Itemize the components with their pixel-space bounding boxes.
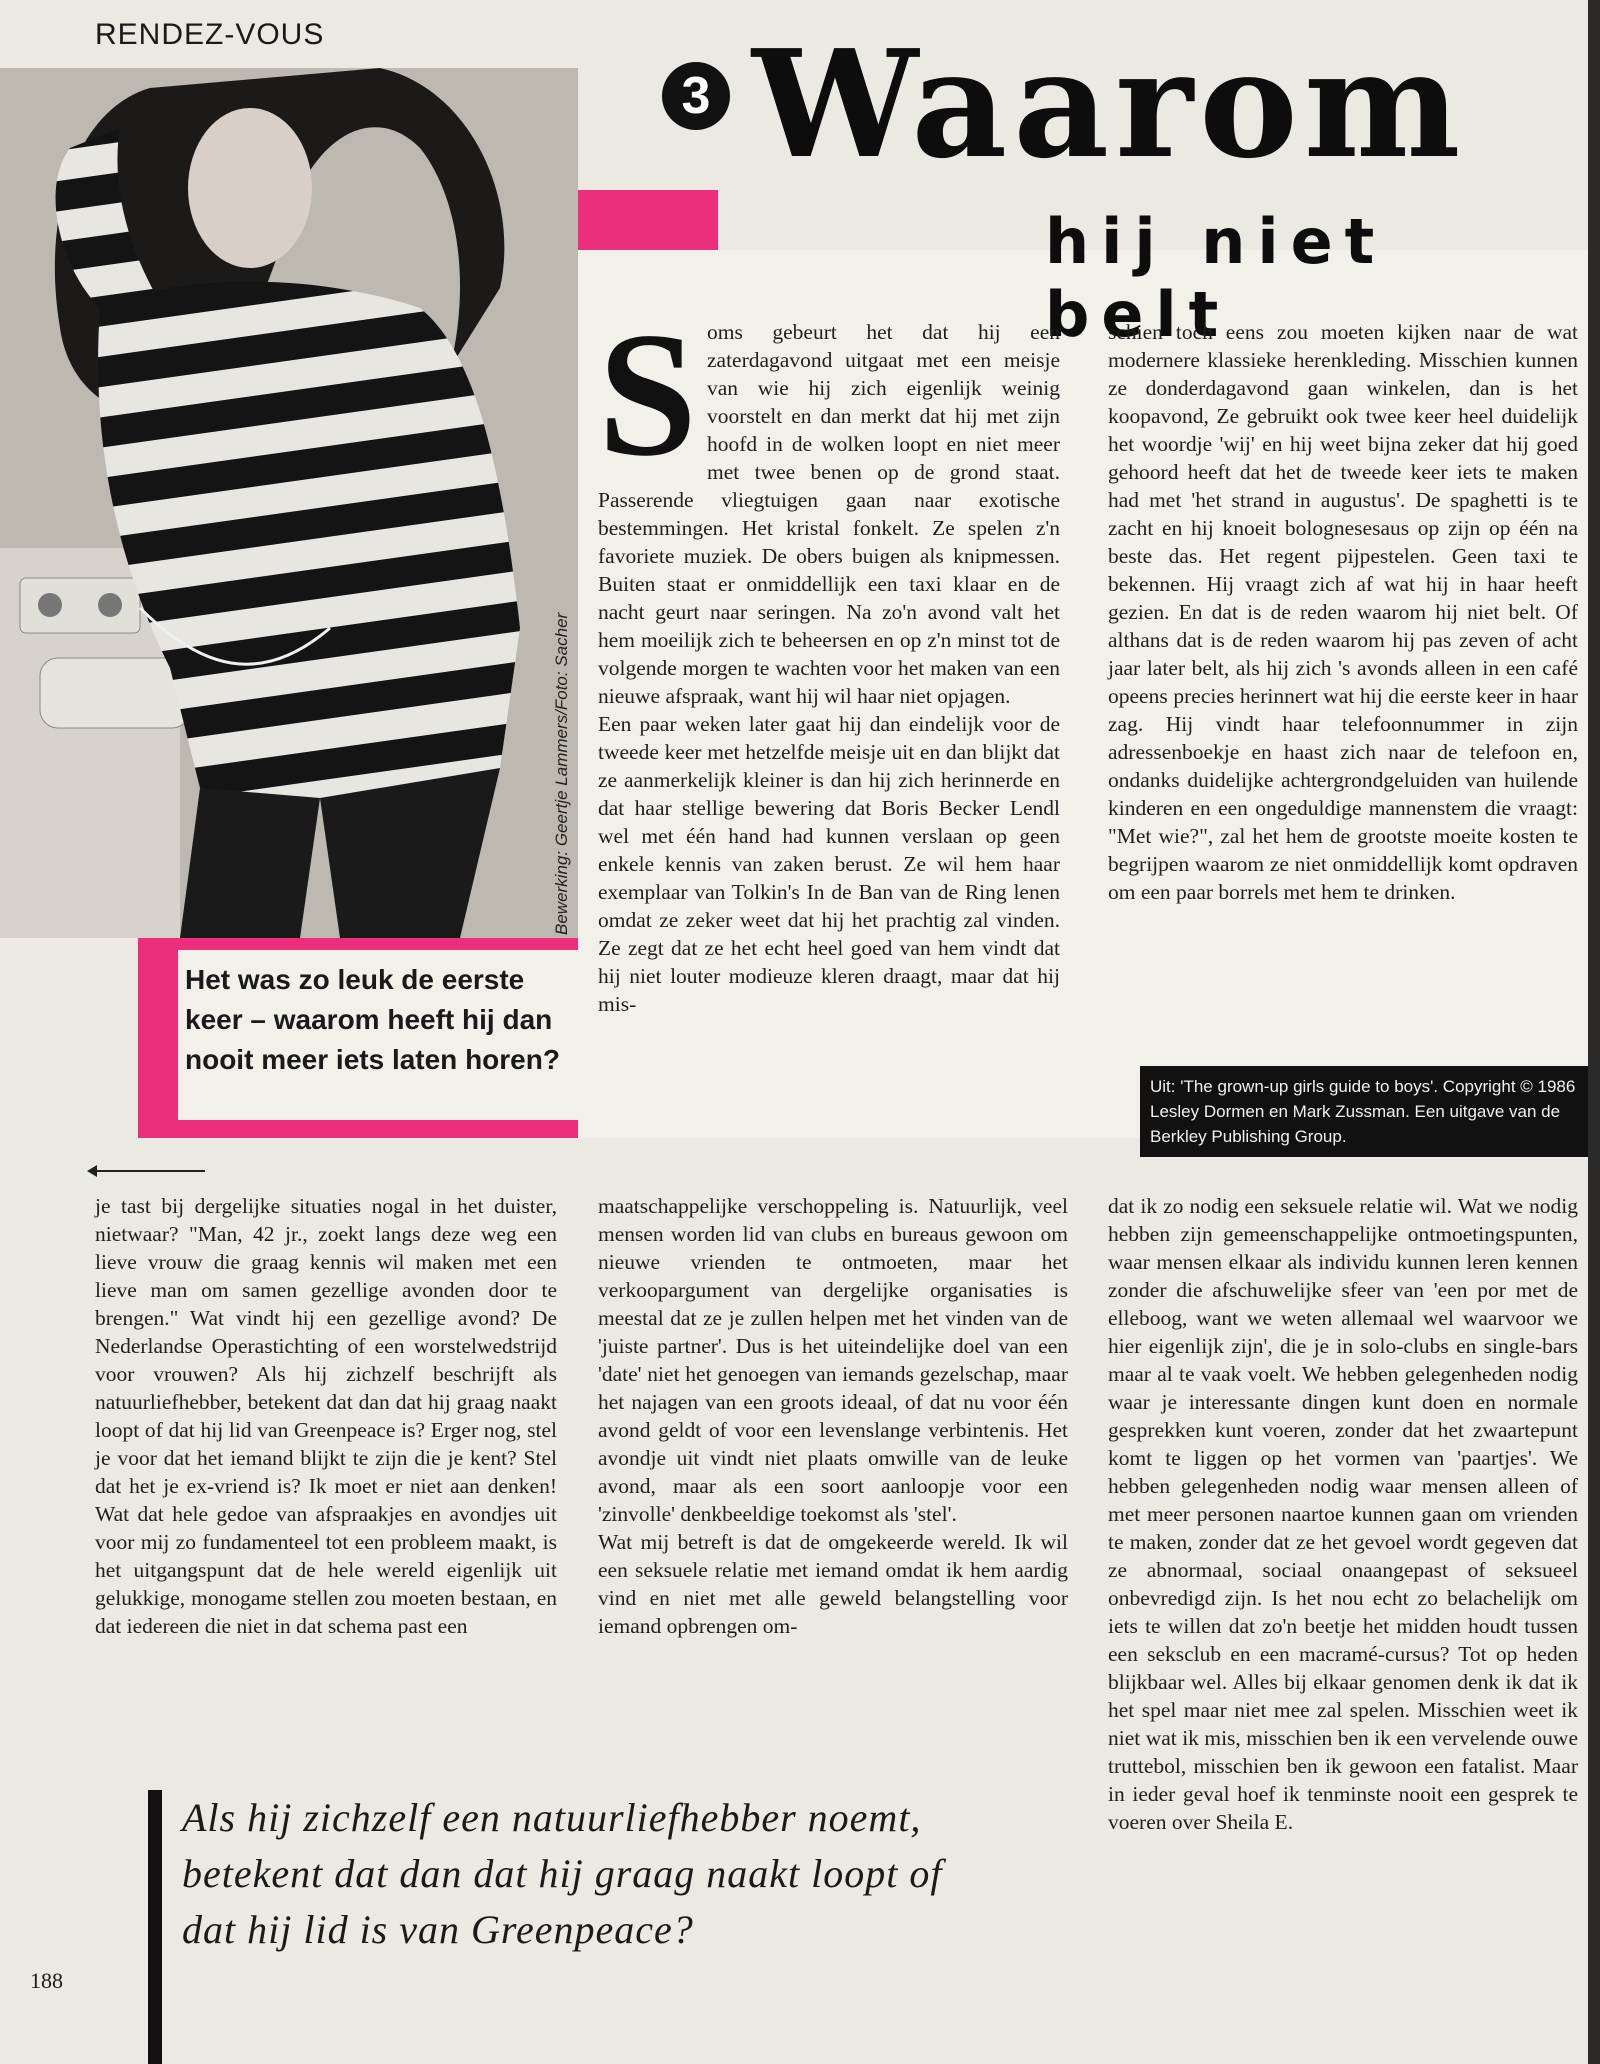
article-top-column-2 <box>1108 318 1578 906</box>
article-subtitle: hij niet belt <box>1045 205 1387 351</box>
article-title: Waarom <box>752 17 1467 191</box>
continuation-arrow-icon <box>95 1170 205 1172</box>
article-bottom-column-1 <box>95 1192 557 1640</box>
article-bottom-column-2 <box>598 1192 1068 1640</box>
photo-illustration <box>0 68 578 938</box>
issue-number-badge: 3 <box>662 62 730 130</box>
page-edge-shadow <box>1588 0 1600 2064</box>
article-top-column-1 <box>598 295 1060 1018</box>
quote-bar <box>148 1790 162 2064</box>
section-label: RENDEZ-VOUS <box>95 18 325 51</box>
paragraph: je tast bij dergelijke situaties nogal in het duister, nietwaar? "Man, 42 jr., zoekt langs deze weg een lieve vrouw die graag kennis wil maken met een lieve man om samen gezellige avonden door te brengen." Wat vindt hij een gezellige avond? De Nederlandse Operastichting of een worstelwedstrijd voor vrouwen? Als hij zichzelf beschrijft als natuurliefhebber, betekent dat dan dat hij graag naakt loopt of dat hij lid van Greenpeace is? Erger nog, stel je voor dat het iemand blijkt te zijn die je kent? Stel dat het je ex-vriend is? Ik moet er niet aan denken! Wat dat hele gedoe van afspraakjes en avondjes uit voor mij zo fundamenteel tot een probleem maakt, is het uitgangspunt dat de hele wereld eigenlijk uit gelukkige, monogame stellen zou moeten bestaan, en dat iedereen die niet in dat schema past een <box>95 1194 557 1638</box>
paragraph: Wat mij betreft is dat de omgekeerde wereld. Ik wil een seksuele relatie met iemand omdat ik hem aardig vind en niet met alle geweld belangstelling voor iemand opbrengen om- <box>598 1530 1068 1638</box>
article-bottom-column-3 <box>1108 1192 1578 1836</box>
article-photo <box>0 68 578 938</box>
page-number: 188 <box>30 1968 63 1993</box>
paragraph: dat ik zo nodig een seksuele relatie wil. Wat we nodig hebben zijn gemeenschappelijke ontmoetingspunten, waar mensen elkaar als individu kunnen leren kennen zonder die afschuwelijke sfeer van 'een por met de elleboog, want we weten allemaal wel waarvoor we hier eigenlijk zijn', die je in solo-clubs en single-bars maar al te vaak voelt. We hebben gelegenheden nodig waar je interessante dingen kunt doen en normale gesprekken kunt voeren, zonder dat het zwaartepunt komt te liggen op het vormen van 'paartjes'. We hebben gelegenheden nodig waar mensen alleen of met meer personen naartoe kunnen gaan om vrienden te maken, zonder dat ze het gevoel wordt gegeven dat ze abnormaal, sociaal onaangepast of seksueel onbevredigd zijn. Is het nou echt zo belachelijk om iets te willen dat zo'n beetje het midden houdt tussen een seksclub en een macramé-cursus? Tot op heden blijkbaar wel. Alles bij elkaar genomen denk ik dat ik het spel maar niet mee zal spelen. Misschien weet ik niet wat ik mis, misschien ben ik een vervelende ouwe truttebol, misschien ben ik gewoon een fatalist. Maar in ieder geval hoef ik tenminste nooit een gesprek te voeren over Sheila E. <box>1108 1194 1578 1834</box>
paragraph: schien toch eens zou moeten kijken naar de wat modernere klassieke herenkleding. Misschien kunnen ze donderdagavond gaan winkelen, dan is het koopavond, Ze gebruikt ook twee keer heel duidelijk het woordje 'wij' en hij weet bijna zeker dat hij goed gehoord heeft dat het de tweede keer iets te maken had met 'het strand in augustus'. De spaghetti is te zacht en hij knoeit bolognesesaus op zijn op één na beste das. Het regent pijpestelen. Geen taxi te bekennen. Hij vraagt zich af wat hij in haar heeft gezien. En dat is de reden waarom hij niet belt. Of althans dat is de reden waarom hij pas zeven of acht jaar later belt, als hij zich 's avonds alleen in een café opeens precies herinnert wat hij die eerste keer in haar zag. Hij vindt haar telefoonnummer in zijn adressenboekje en haast zich naar de telefoon en, ondanks duidelijke achtergrondgeluiden van huilende kinderen en een ongeduldige mannenstem die vraagt: "Met wie?", zal het hem de grootste moeite kosten te begrijpen waarom ze niet onmiddellijk komt opdraven om een paar borrels met hem te drinken. <box>1108 320 1578 904</box>
drop-cap: S <box>598 295 697 493</box>
source-note: Uit: 'The grown-up girls guide to boys'. Copyright © 1986 Lesley Dormen en Mark Zussman. Een uitgave van de Berkley Publishing Group. <box>1140 1066 1600 1157</box>
paragraph: maatschappelijke verschoppeling is. Natuurlijk, veel mensen worden lid van clubs en bureaus gewoon om nieuwe vrienden te ontmoeten, maar het verkoopargument van dergelijke organisaties is meestal dat ze je zullen helpen met het vinden van de 'juiste partner'. Dus is het uiteindelijke doel van een 'date' niet het genoegen van iemands gezelschap, maar het najagen van een groots ideaal, of dat nu voor één avond geldt of voor een levenslange verbintenis. Het avondje uit vindt niet plaats omwille van de leuke avond, maar als een soort aanloopje voor een 'zinvolle' denkbeeldige toekomst als 'stel'. <box>598 1194 1068 1526</box>
big-pull-quote: Als hij zichzelf een natuurliefhebber noemt, betekent dat dan dat hij graag naakt loopt of dat hij lid is van Greenpeace? <box>182 1795 943 1952</box>
pull-quote: Het was zo leuk de eerste keer – waarom heeft hij dan nooit meer iets laten horen? <box>185 964 560 1075</box>
paragraph: oms gebeurt het dat hij een zaterdagavond uitgaat met een meisje van wie hij zich eigenlijk weinig voorstelt en dan merkt dat hij met zijn hoofd in de wolken loopt en niet meer met twee benen op de grond staat. Passerende vliegtuigen gaan naar exotische bestemmingen. Het kristal fonkelt. Ze spelen z'n favoriete muziek. De obers buigen als knipmessen. Buiten staat er onmiddellijk een taxi klaar en de nacht geurt naar seringen. Na zo'n avond valt het hem moeilijk zich te beheersen en op z'n minst tot de volgende morgen te wachten voor het maken van een nieuwe afspraak, want hij wil haar niet opjagen. <box>598 320 1060 708</box>
photo-credit: Bewerking: Geertje Lammers/Foto: Sacher <box>552 612 571 935</box>
paragraph: Een paar weken later gaat hij dan eindelijk voor de tweede keer met hetzelfde meisje uit en dan blijkt dat ze aanmerkelijk kleiner is dan hij zich herinnerde en dat haar stellige bewering dat Boris Becker Lendl wel met één hand had kunnen verslaan op geen enkele kennis van zaken berust. Ze wil hem haar exemplaar van Tolkin's In de Ban van de Ring lenen omdat ze zeker weet dat hij het prachtig zal vinden. Ze zegt dat ze het echt heel goed van hem vindt dat hij niet louter modieuze kleren draagt, maar dat hij mis- <box>598 712 1060 1016</box>
